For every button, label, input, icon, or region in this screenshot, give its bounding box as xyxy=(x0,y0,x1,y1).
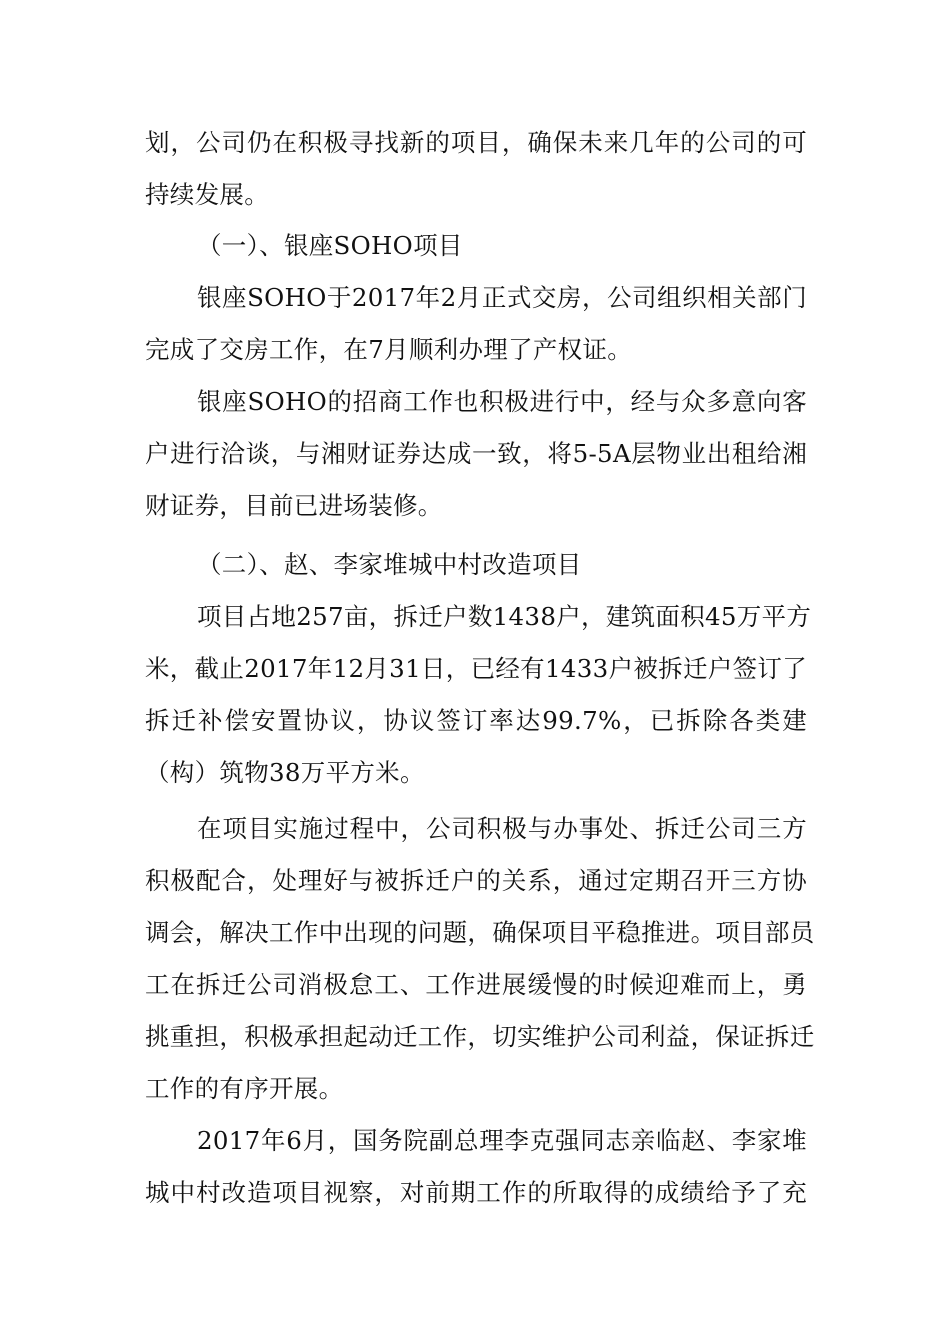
paragraph-line: 项目占地257亩，拆迁户数1438户，建筑面积45万平方 xyxy=(197,602,812,631)
paragraph-line: 银座SOHO的招商工作也积极进行中，经与众多意向客 xyxy=(197,387,807,416)
paragraph-line: 工在拆迁公司消极怠工、工作进展缓慢的时候迎难而上，勇 xyxy=(145,970,807,999)
paragraph-line: 积极配合，处理好与被拆迁户的关系，通过定期召开三方协 xyxy=(145,866,807,895)
section-heading-yinzuo-soho: （一）、银座SOHO项目 xyxy=(197,231,463,260)
paragraph-line: 完成了交房工作，在7月顺利办理了产权证。 xyxy=(145,335,633,364)
paragraph-line: （构）筑物38万平方米。 xyxy=(145,758,425,787)
section-heading-village-renovation: （二）、赵、李家堆城中村改造项目 xyxy=(197,550,582,579)
paragraph-line: 2017年6月，国务院副总理李克强同志亲临赵、李家堆 xyxy=(197,1126,807,1155)
paragraph-line: 银座SOHO于2017年2月正式交房，公司组织相关部门 xyxy=(197,283,807,312)
paragraph-line: 米，截止2017年12月31日，已经有1433户被拆迁户签订了 xyxy=(145,654,807,683)
paragraph-line: 财证券，目前已进场装修。 xyxy=(145,491,443,520)
paragraph-line: 城中村改造项目视察，对前期工作的所取得的成绩给予了充 xyxy=(145,1178,807,1207)
paragraph-line: 调会，解决工作中出现的问题，确保项目平稳推进。项目部员 xyxy=(145,918,815,947)
paragraph-line: 在项目实施过程中，公司积极与办事处、拆迁公司三方 xyxy=(197,814,807,843)
paragraph-line: 户进行洽谈，与湘财证券达成一致，将5-5A层物业出租给湘 xyxy=(145,439,807,468)
paragraph-line: 划，公司仍在积极寻找新的项目，确保未来几年的公司的可 xyxy=(145,128,807,157)
paragraph-line: 持续发展。 xyxy=(145,180,269,209)
paragraph-line: 拆迁补偿安置协议，协议签订率达99.7%，已拆除各类建 xyxy=(145,706,807,735)
paragraph-line: 工作的有序开展。 xyxy=(145,1074,344,1103)
paragraph-line: 挑重担，积极承担起动迁工作，切实维护公司利益，保证拆迁 xyxy=(145,1022,815,1051)
